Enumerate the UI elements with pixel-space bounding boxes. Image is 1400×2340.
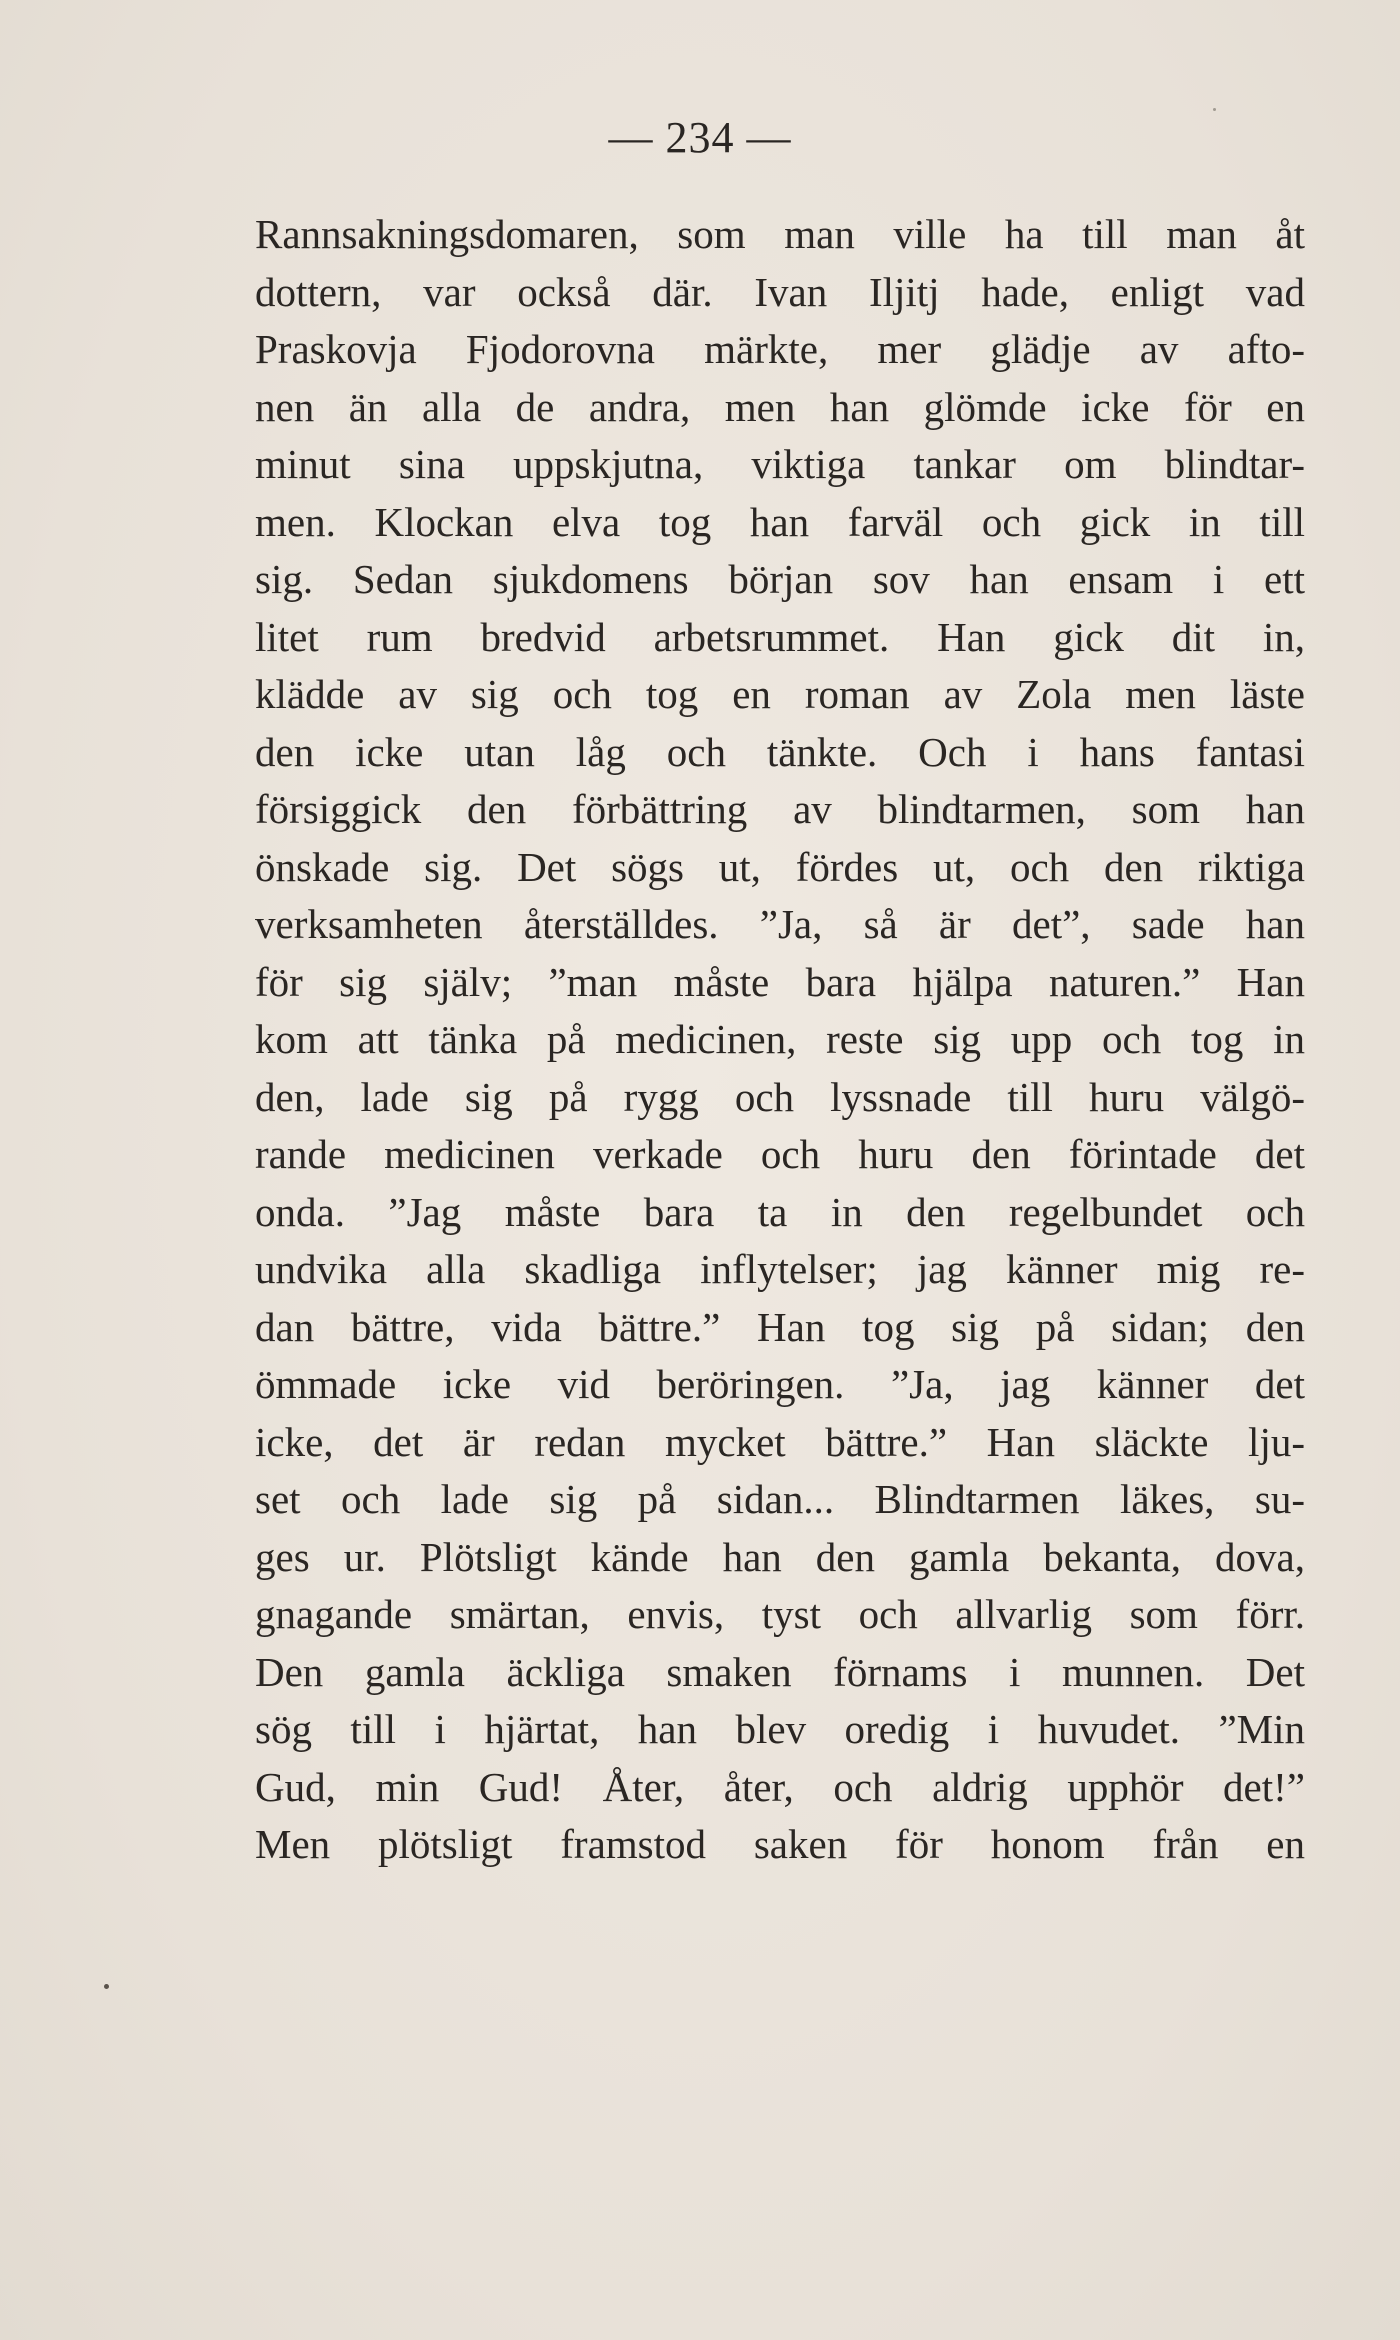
text-line: för sig själv; ”man måste bara hjälpa naturen.” Han (255, 958, 1305, 1005)
text-line: Men plötsligt framstod saken för honom från en (255, 1821, 1305, 1867)
text-line: onda. ”Jag måste bara ta in den regelbundet och (255, 1188, 1305, 1235)
paper-speck (1213, 108, 1216, 111)
body-text (255, 206, 1305, 1874)
text-line: undvika alla skadliga inflytelser; jag känner mig re- (255, 1246, 1305, 1292)
text-line: Praskovja Fjodorovna märkte, mer glädje av afto- (255, 326, 1305, 372)
text-line: den, lade sig på rygg och lyssnade till huru välgö- (255, 1073, 1305, 1120)
text-line: sög till i hjärtat, han blev oredig i huvudet. ”Min (255, 1706, 1305, 1752)
text-line: gnagande smärtan, envis, tyst och allvarlig som förr. (255, 1591, 1305, 1637)
text-line: sig. Sedan sjukdomens början sov han ensam i ett (255, 556, 1305, 602)
text-line: försiggick den förbättring av blindtarmen, som han (255, 786, 1305, 832)
text-line: verksamheten återställdes. ”Ja, så är det”, sade han (255, 901, 1305, 947)
text-line: önskade sig. Det sögs ut, fördes ut, och den riktiga (255, 843, 1305, 890)
text-line: dottern, var också där. Ivan Iljitj hade, enligt vad (255, 268, 1305, 315)
text-line: kom att tänka på medicinen, reste sig upp och tog in (255, 1016, 1305, 1062)
text-line: nen än alla de andra, men han glömde icke för en (255, 383, 1305, 430)
text-line: minut sina uppskjutna, viktiga tankar om blindtar- (255, 441, 1305, 487)
paper-speck (104, 1984, 109, 1989)
text-line: men. Klockan elva tog han farväl och gick in till (255, 498, 1305, 545)
text-line: rande medicinen verkade och huru den förintade det (255, 1131, 1305, 1177)
text-line: den icke utan låg och tänkte. Och i hans fantasi (255, 728, 1305, 775)
text-line: ömmade icke vid beröringen. ”Ja, jag känner det (255, 1361, 1305, 1407)
text-line: litet rum bredvid arbetsrummet. Han gick dit in, (255, 613, 1305, 660)
text-line: klädde av sig och tog en roman av Zola men läste (255, 671, 1305, 717)
text-line: ges ur. Plötsligt kände han den gamla bekanta, dova, (255, 1533, 1305, 1580)
text-line: Den gamla äckliga smaken förnams i munnen. Det (255, 1648, 1305, 1695)
page-number: — 234 — (608, 113, 792, 162)
text-line: Gud, min Gud! Åter, åter, och aldrig upphör det!” (255, 1763, 1305, 1810)
text-line: Rannsakningsdomaren, som man ville ha till man åt (255, 211, 1305, 257)
text-line: icke, det är redan mycket bättre.” Han släckte lju- (255, 1418, 1305, 1465)
text-line: set och lade sig på sidan... Blindtarmen läkes, su- (255, 1476, 1305, 1522)
text-line: dan bättre, vida bättre.” Han tog sig på sidan; den (255, 1303, 1305, 1350)
